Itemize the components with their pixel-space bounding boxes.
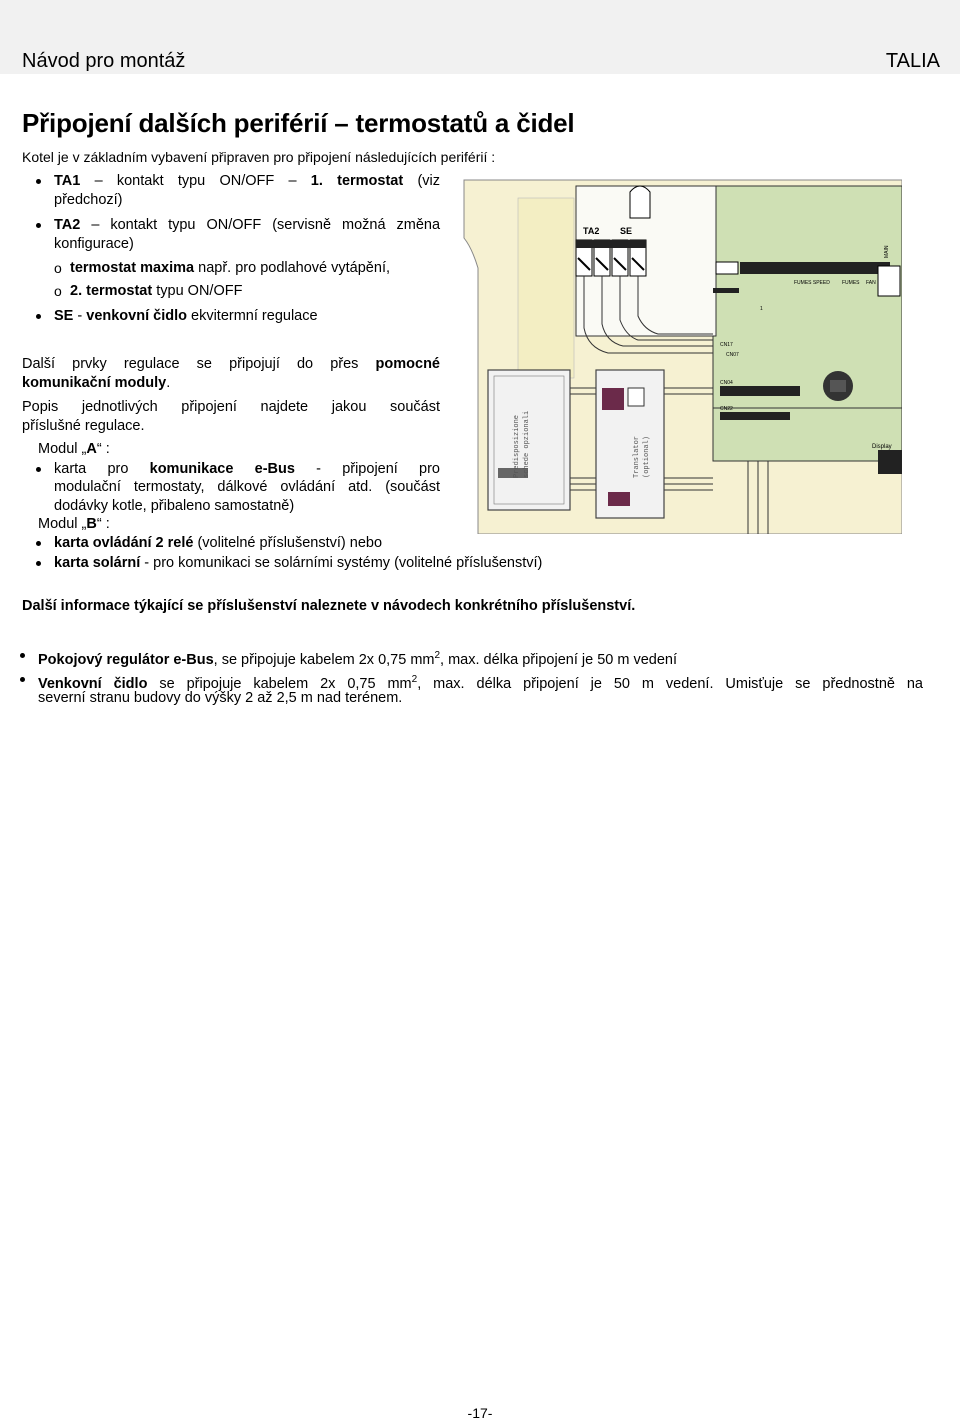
modul-a-item (54, 460, 440, 479)
ta1-line2: předchozí) (54, 192, 123, 208)
se-dash: - (77, 308, 83, 324)
ta1-ref: (viz (417, 173, 440, 189)
ta1-type: – kontakt typu ON/OFF – (94, 173, 297, 189)
fan-label: FAN (866, 280, 876, 286)
modul-b-label (38, 515, 110, 534)
modul-b-prefix: Modul „ (38, 516, 87, 532)
module-b-chip (602, 388, 624, 410)
se-terminal-label: SE (620, 226, 633, 236)
modul-a-line3: dodávky kotle, přibaleno samostatně) (54, 498, 295, 514)
para1-line2 (22, 374, 170, 393)
para1-strong2: komunikační moduly (22, 375, 167, 391)
cn17-label: CN17 (720, 342, 733, 348)
solar-strong: karta solární (54, 555, 141, 571)
modul-a-item-strong: komunikace e-Bus (149, 461, 295, 477)
para1-strong: pomocné (375, 356, 440, 372)
reg-sup: 2 (434, 650, 441, 661)
reg-text2: , max. délka připojení je 50 m vedení (440, 651, 678, 668)
cable-clip (630, 186, 650, 218)
modul-a-label (38, 440, 110, 459)
cn04-label: CN04 (720, 380, 733, 386)
header-brand: TALIA (885, 50, 940, 72)
sub2-strong: 2. termostat (70, 283, 153, 299)
intro-text: Kotel je v základním vybavení připraven pro připojení následujících periférií : (22, 149, 496, 165)
cn22-label: CN22 (720, 406, 733, 412)
para2-line1: Popis jednotlivých připojení najdete jakou součást (22, 399, 440, 415)
sub-item-second-thermostat (70, 282, 242, 301)
socket-inner (830, 380, 846, 392)
fumes-speed-label: FUMES SPEED (794, 280, 830, 286)
side-label: MAIN (884, 245, 890, 258)
ta2-desc: – kontakt typu ON/OFF (servisně možná změna (91, 217, 441, 233)
solar-text: - pro komunikaci se solárními systémy (volitelné příslušenství) (144, 555, 543, 571)
sub2-text: typu ON/OFF (156, 283, 243, 299)
module-b-chip2 (608, 492, 630, 506)
modul-a-item-text2: - připojení pro (316, 461, 440, 477)
ta1-role: 1. termostat (310, 173, 404, 189)
fumes-label: FUMES (842, 280, 860, 286)
out-sup: 2 (411, 674, 418, 685)
modul-b-item-solar (54, 554, 542, 573)
modul-b-item-relay (54, 534, 382, 553)
modul-a-prefix: Modul „ (38, 441, 87, 457)
pin-one-label: 1 (760, 306, 763, 312)
modul-b-suffix: “ : (96, 516, 110, 532)
modul-a-letter: A (86, 441, 97, 457)
reg-strong: Pokojový regulátor e-Bus (38, 651, 214, 668)
out-strong: Venkovní čidlo (38, 675, 148, 692)
se-label: SE (54, 308, 74, 324)
se-text: ekvitermní regulace (191, 308, 318, 324)
ta2-terminal-label: TA2 (583, 226, 600, 236)
reg-text: , se připojuje kabelem 2x 0,75 mm (213, 651, 435, 668)
module-b-text1: Translator (633, 435, 641, 478)
sub1-text: např. pro podlahové vytápění, (198, 260, 390, 276)
se-strong: venkovní čidlo (86, 308, 187, 324)
para1-line1 (22, 355, 440, 374)
modul-b-letter: B (86, 516, 97, 532)
page-title: Připojení dalších periférií – termostatů a čidel (22, 108, 575, 138)
ta2-label: TA2 (54, 217, 81, 233)
more-info: Další informace týkající se příslušenství naleznete v návodech konkrétního příslušenství. (22, 598, 636, 614)
sub-item-max-thermostat (70, 259, 390, 278)
modul-a-line2: modulační termostaty, dálkové ovládání atd. (součást (54, 479, 440, 495)
para2-line2: příslušné regulace. (22, 418, 145, 434)
relay-strong: karta ovládání 2 relé (54, 535, 194, 551)
out-line2: severní stranu budovy do výšky 2 až 2,5 m nad terénem. (38, 690, 403, 706)
side-connector (878, 266, 900, 296)
para1-end: . (166, 375, 171, 391)
module-a-text1: Predisposizione (513, 414, 521, 478)
module-b-connector (628, 388, 644, 406)
module-a-text2: schede opzionali (523, 410, 531, 478)
out-text: se připojuje kabelem 2x 0,75 mm (159, 675, 412, 692)
ta1-label: TA1 (54, 173, 81, 189)
sub1-strong: termostat maxima (70, 260, 195, 276)
page-number: -17- (467, 1405, 493, 1421)
wiring-diagram (458, 178, 902, 534)
housing-panel (518, 198, 574, 378)
list-item-se (54, 307, 318, 326)
header-title: Návod pro montáž (22, 50, 186, 72)
out-text2: , max. délka připojení je 50 m vedení. Umisťuje se přednostně na (417, 675, 923, 692)
page-header (0, 0, 960, 74)
list-item-ta1 (54, 172, 440, 191)
para1-text: Další prvky regulace se připojují do přes (22, 356, 359, 372)
modul-a-item-text: karta pro (54, 461, 129, 477)
ta2-line2: konfigurace) (54, 236, 134, 252)
list-item-ta2 (54, 216, 440, 235)
cn07-label: CN07 (726, 352, 739, 358)
relay-text: (volitelné příslušenství) nebo (197, 535, 383, 551)
module-b-text2: (optional) (643, 435, 651, 478)
small-connector (716, 262, 738, 274)
modul-a-suffix: “ : (96, 441, 110, 457)
list-item-room-regulator (38, 646, 677, 670)
display-label: Display (872, 444, 892, 450)
